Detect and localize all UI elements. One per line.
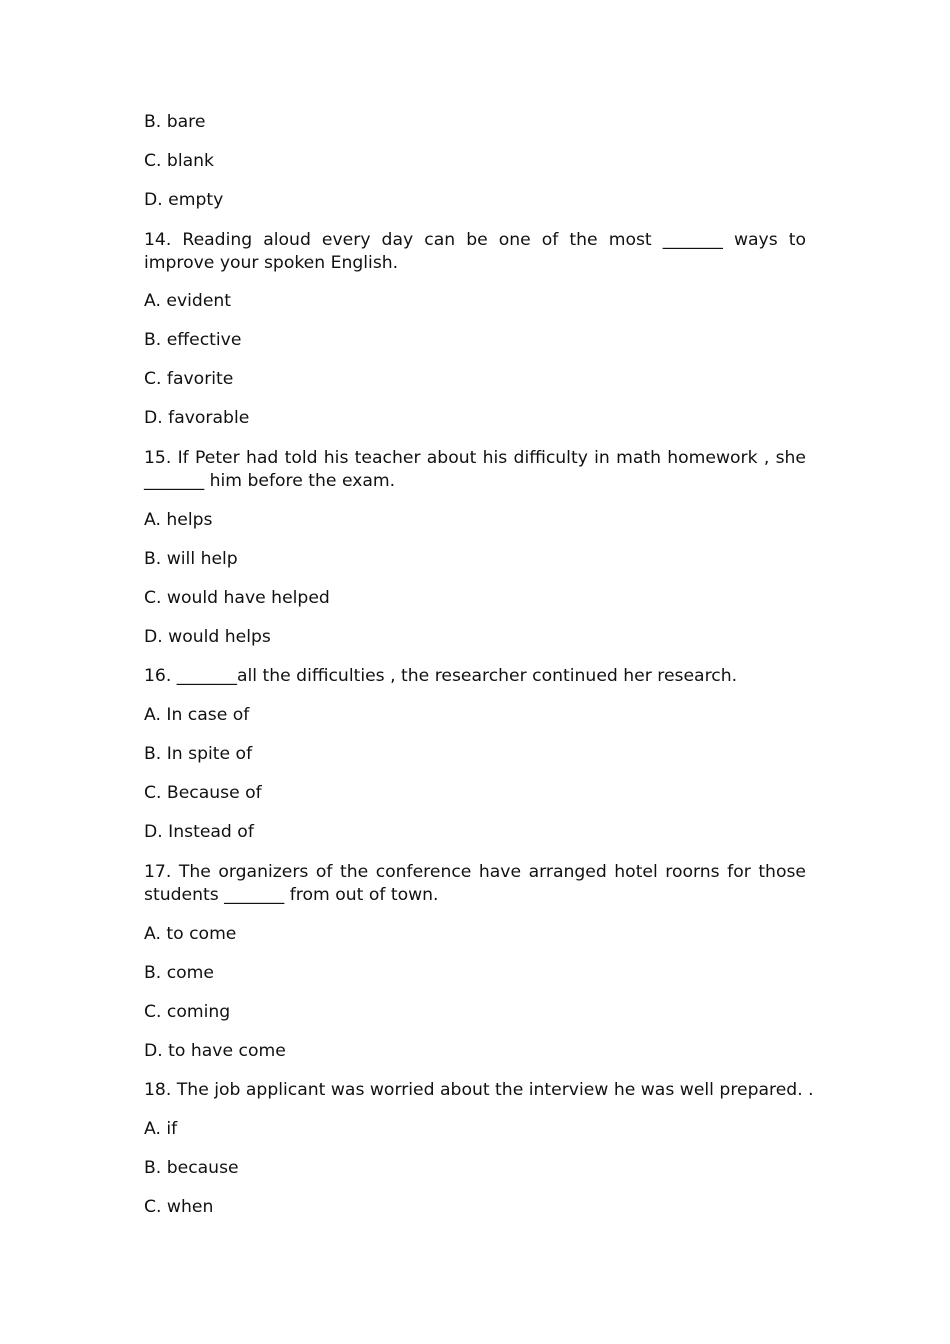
- option-15-a: A. helps: [144, 510, 213, 530]
- option-18-c: C. when: [144, 1197, 214, 1217]
- option-17-a: A. to come: [144, 924, 237, 944]
- option-14-a: A. evident: [144, 291, 232, 311]
- question-16: 16. _______all the difficulties , the researcher continued her research.: [144, 666, 738, 686]
- question-15: 15. If Peter had told his teacher about his difficulty in math homework , she _______ him before the exam.: [144, 448, 806, 491]
- option-16-a: A. In case of: [144, 705, 250, 725]
- option-13-d: D. empty: [144, 190, 224, 210]
- question-14: 14. Reading aloud every day can be one of the most _______ ways to improve your spoken English.: [144, 230, 806, 273]
- option-15-b: B. will help: [144, 549, 238, 569]
- option-13-c: C. blank: [144, 151, 214, 171]
- option-14-b: B. effective: [144, 330, 242, 350]
- option-15-c: C. would have helped: [144, 588, 330, 608]
- option-16-d: D. Instead of: [144, 822, 254, 842]
- option-16-b: B. In spite of: [144, 744, 253, 764]
- option-15-d: D. would helps: [144, 627, 271, 647]
- option-17-b: B. come: [144, 963, 215, 983]
- option-14-d: D. favorable: [144, 408, 250, 428]
- question-17: 17. The organizers of the conference have arranged hotel roorns for those students _______ from out of town.: [144, 862, 806, 905]
- option-17-c: C. coming: [144, 1002, 231, 1022]
- option-18-a: A. if: [144, 1119, 178, 1139]
- option-18-b: B. because: [144, 1158, 239, 1178]
- option-13-b: B. bare: [144, 112, 206, 132]
- option-16-c: C. Because of: [144, 783, 262, 803]
- option-14-c: C. favorite: [144, 369, 234, 389]
- question-18: 18. The job applicant was worried about the interview he was well prepared. .: [144, 1080, 814, 1100]
- option-17-d: D. to have come: [144, 1041, 286, 1061]
